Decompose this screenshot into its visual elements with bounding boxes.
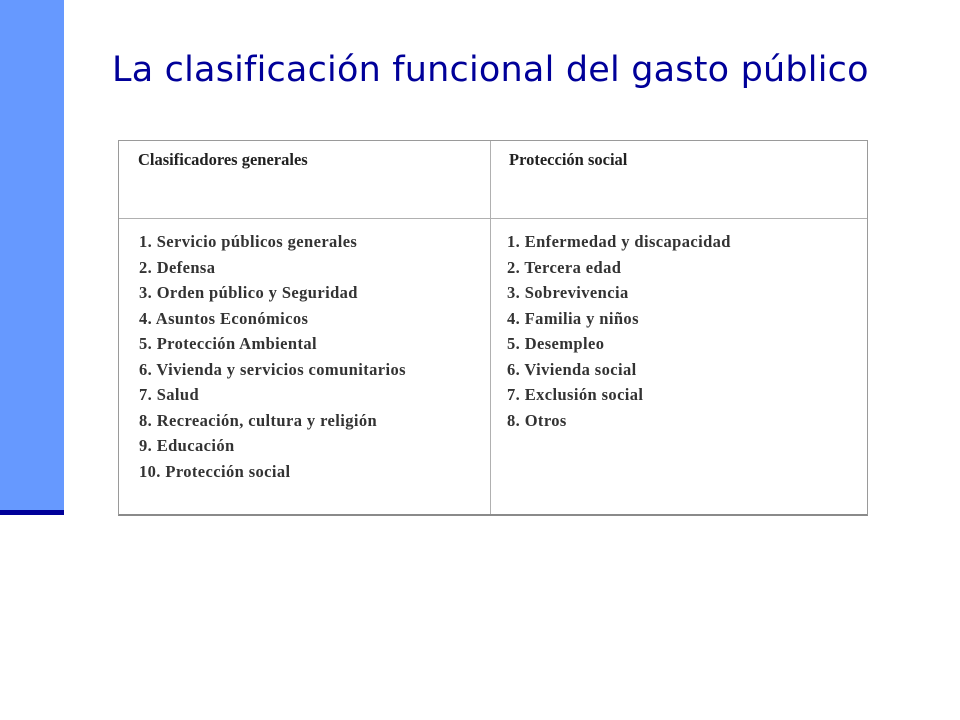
list-item: 2. Defensa <box>139 257 216 277</box>
list-item: 4. Familia y niños <box>507 308 639 328</box>
list-item: 4. Asuntos Económicos <box>139 308 309 328</box>
list-item: 5. Desempleo <box>507 334 605 353</box>
list-item: 2. Tercera edad <box>507 257 622 277</box>
list-item: 6. Vivienda y servicios comunitarios <box>139 359 406 379</box>
list-item: 1. Enfermedad y discapacidad <box>507 232 731 251</box>
classification-table <box>118 140 868 516</box>
row-divider <box>119 218 867 219</box>
list-item: 3. Orden público y Seguridad <box>139 283 358 302</box>
slide-title: La clasificación funcional del gasto público <box>112 50 869 90</box>
list-item: 7. Salud <box>139 385 200 404</box>
list-item: 9. Educación <box>139 436 235 455</box>
header-social-protection: Protección social <box>509 150 628 169</box>
general-classifiers-list <box>139 229 406 484</box>
list-item: 3. Sobrevivencia <box>507 283 629 302</box>
list-item: 5. Protección Ambiental <box>139 334 317 353</box>
list-item: 8. Recreación, cultura y religión <box>139 410 378 430</box>
list-item: 8. Otros <box>507 410 567 430</box>
list-item: 7. Exclusión social <box>507 385 644 404</box>
header-general-classifiers: Clasificadores generales <box>138 150 308 169</box>
list-item: 10. Protección social <box>139 461 291 481</box>
list-item: 6. Vivienda social <box>507 359 637 379</box>
side-accent-bar <box>0 0 64 510</box>
list-item: 1. Servicio públicos generales <box>139 232 358 251</box>
social-protection-list <box>507 229 731 433</box>
column-divider <box>490 141 491 514</box>
side-accent-rule <box>0 510 64 515</box>
